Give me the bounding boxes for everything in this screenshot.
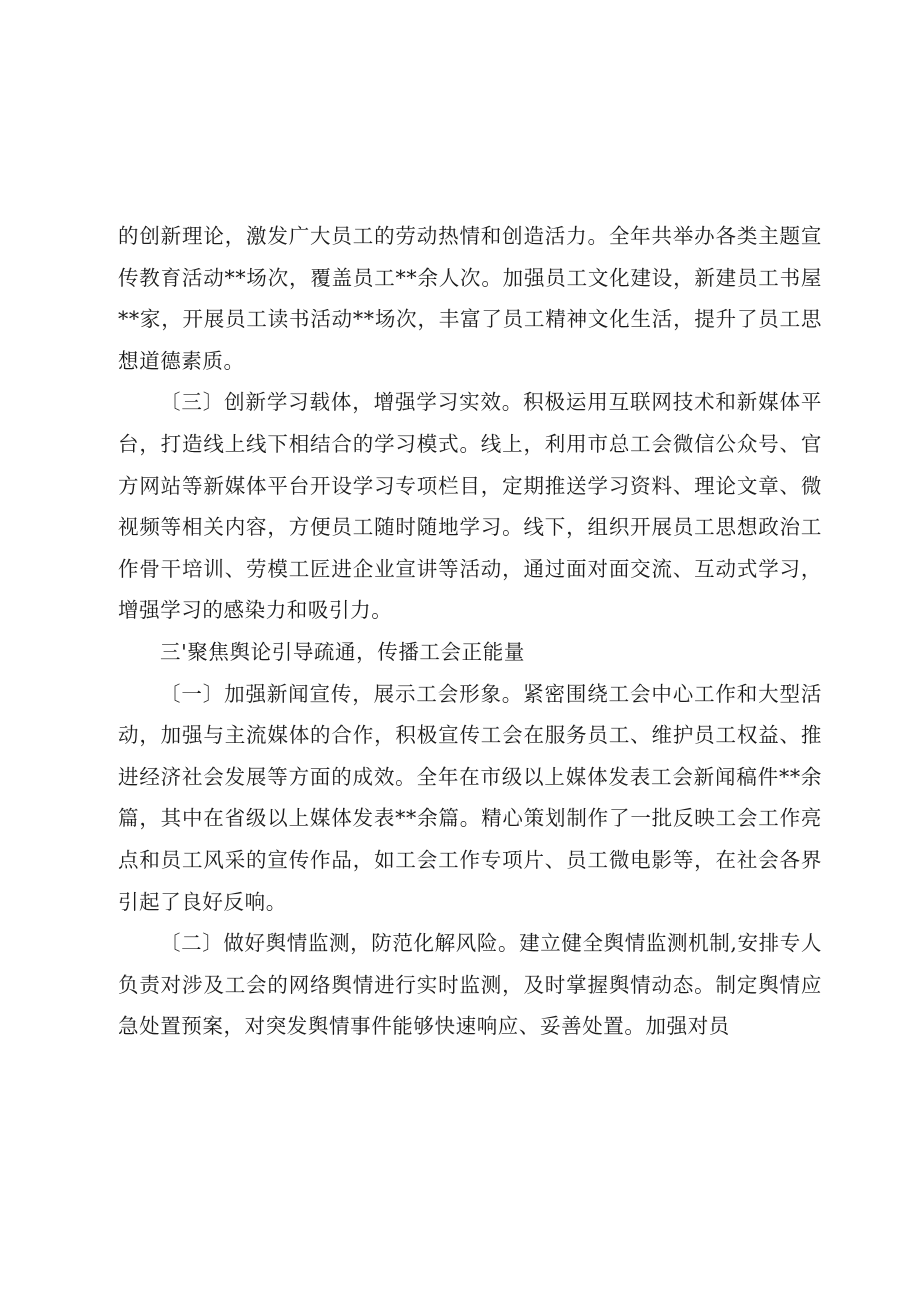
document-body [118,216,822,1048]
paragraph-opinion-monitoring: 〔二〕做好舆情监测，防范化解风险。建立健全舆情监测机制,安排专人负责对涉及工会的网络舆情进行实时监测，及时掌握舆情动态。制定舆情应急处置预案，对突发舆情事件能够快速响应、妥善处置。加强对员 [118,931,822,1039]
paragraph-continuation: 的创新理论，激发广大员工的劳动热情和创造活力。全年共举办各类主题宣传教育活动**场次，覆盖员工**余人次。加强员工文化建设，新建员工书屋**家，开展员工读书活动**场次，丰富了员工精神文化生活，提升了员工思想道德素质。 [118,224,822,373]
section-heading-public-opinion: 三'聚焦舆论引导疏通，传播工会正能量 [160,639,525,664]
paragraph-news-publicity: 〔一〕加强新闻宣传，展示工会形象。紧密围绕工会中心工作和大型活动，加强与主流媒体的合作，积极宣传工会在服务员工、维护员工权益、推进经济社会发展等方面的成效。全年在市级以上媒体发表工会新闻稿件**余篇，其中在省级以上媒体发表**余篇。精心策划制作了一批反映工会工作亮点和员工风采的宣传作品，如工会工作专项片、员工微电影等，在社会各界引起了良好反响。 [118,681,822,914]
paragraph-learning-carrier: 〔三〕创新学习载体，增强学习实效。积极运用互联网技术和新媒体平台，打造线上线下相结合的学习模式。线上，利用市总工会微信公众号、官方网站等新媒体平台开设学习专项栏目，定期推送学习资料、理论文章、微视频等相关内容，方便员工随时随地学习。线下，组织开展员工思想政治工作骨干培训、劳模工匠进企业宣讲等活动，通过面对面交流、互动式学习，增强学习的感染力和吸引力。 [118,390,822,623]
